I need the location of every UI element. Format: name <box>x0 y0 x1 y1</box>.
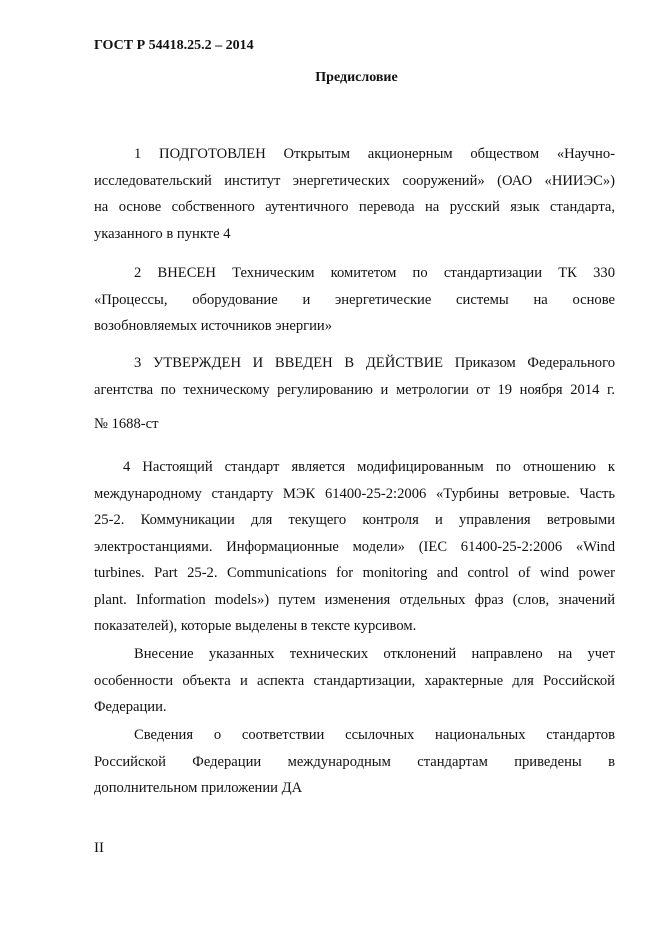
paragraph-3 <box>94 350 615 438</box>
paragraph-6 <box>94 722 615 802</box>
paragraph-line: международному стандарту МЭК 61400-25-2:2006 «Турбины ветровые. Часть <box>94 485 615 502</box>
paragraph-line: 2 ВНЕСЕН Техническим комитетом по стандартизации ТК 330 <box>134 265 615 281</box>
document-header: ГОСТ Р 54418.25.2 – 2014 <box>94 38 254 53</box>
paragraph-1 <box>94 141 615 247</box>
paragraph-line: исследовательский институт энергетических сооружений» (ОАО «НИИЭС») <box>94 172 615 189</box>
page-title: Предисловие <box>315 70 398 85</box>
paragraph-line: возобновляемых источников энергии» <box>94 318 333 334</box>
paragraph-line: Российской Федерации международным стандартам приведены в <box>94 753 615 770</box>
paragraph-line: Сведения о соответствии ссылочных национальных стандартов <box>134 727 615 743</box>
paragraph-line: электростанциями. Информационные модели» (IEC 61400-25-2:2006 «Wind <box>94 538 615 555</box>
paragraph-line: на основе собственного аутентичного перевода на русский язык стандарта, <box>94 199 615 215</box>
paragraph-2 <box>94 260 615 340</box>
paragraph-line: особенности объекта и аспекта стандартизации, характерные для Российской <box>94 672 615 689</box>
paragraph-line: указанного в пункте 4 <box>94 225 231 242</box>
paragraph-line: Федерации. <box>94 699 167 715</box>
page-number: II <box>94 840 104 856</box>
paragraph-line: turbines. Part 25-2. Communications for monitoring and control of wind power <box>94 565 615 581</box>
paragraph-line: 4 Настоящий стандарт является модифицированным по отношению к <box>123 459 615 475</box>
paragraph-line: показателей), которые выделены в тексте курсивом. <box>94 618 417 634</box>
paragraph-5 <box>94 641 615 721</box>
paragraph-line: № 1688-ст <box>94 416 159 432</box>
paragraph-line: агентства по техническому регулированию и метрологии от 19 ноября 2014 г. <box>94 381 615 398</box>
paragraph-4 <box>94 454 615 640</box>
paragraph-line: 1 ПОДГОТОВЛЕН Открытым акционерным обществом «Научно- <box>134 146 615 162</box>
paragraph-line: plant. Information models») путем изменения отдельных фраз (слов, значений <box>94 591 615 608</box>
paragraph-line: Внесение указанных технических отклонений направлено на учет <box>134 646 615 662</box>
paragraph-line: «Процессы, оборудование и энергетические системы на основе <box>94 291 615 308</box>
paragraph-line: 25-2. Коммуникации для текущего контроля и управления ветровыми <box>94 512 615 528</box>
paragraph-line: 3 УТВЕРЖДЕН И ВВЕДЕН В ДЕЙСТВИЕ Приказом Федерального <box>134 355 615 371</box>
paragraph-line: дополнительном приложении ДА <box>94 780 303 796</box>
